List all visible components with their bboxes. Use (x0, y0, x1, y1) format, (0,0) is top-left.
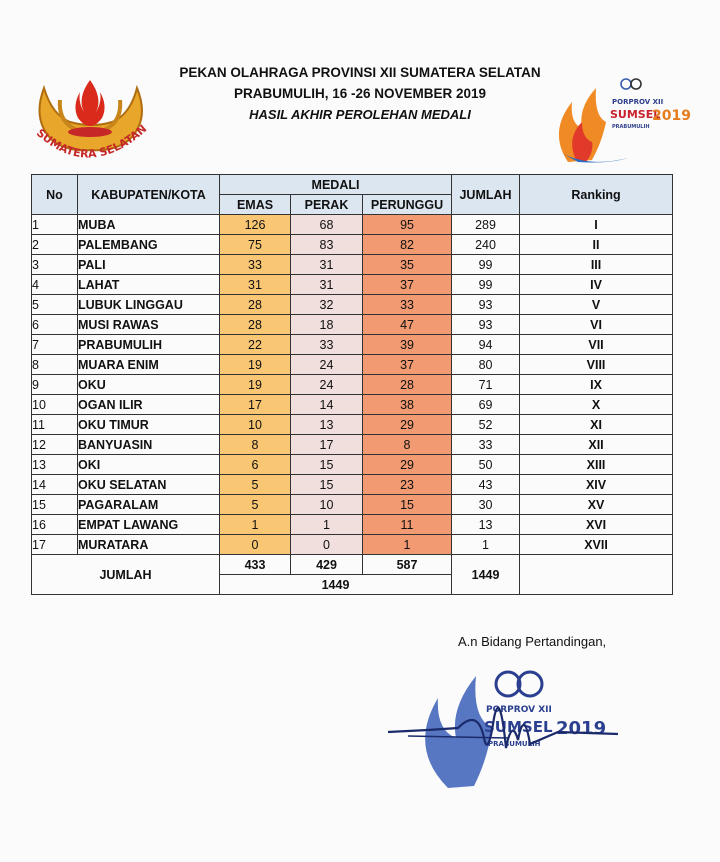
header-location-date: PRABUMULIH, 16 -26 NOVEMBER 2019 (233, 86, 487, 101)
total-perunggu: 587 (363, 555, 452, 575)
stamp-text4: PRABUMULIH (488, 740, 541, 748)
medal-table-body (32, 215, 673, 555)
row-ranking: XIV (520, 475, 673, 495)
table-row (32, 335, 673, 355)
row-jumlah: 93 (452, 295, 520, 315)
table-row (32, 235, 673, 255)
row-perak: 83 (291, 235, 363, 255)
row-perak: 0 (291, 535, 363, 555)
row-kabupaten: OKI (78, 455, 220, 475)
table-row (32, 315, 673, 335)
row-ranking: XVI (520, 515, 673, 535)
row-jumlah: 240 (452, 235, 520, 255)
header-title: PEKAN OLAHRAGA PROVINSI XII SUMATERA SELATAN (179, 65, 541, 80)
col-header-no: No (32, 175, 78, 215)
row-jumlah: 1 (452, 535, 520, 555)
row-emas: 17 (220, 395, 291, 415)
row-perunggu: 11 (363, 515, 452, 535)
row-perunggu: 29 (363, 415, 452, 435)
row-ranking: X (520, 395, 673, 415)
row-ranking: III (520, 255, 673, 275)
row-perak: 24 (291, 375, 363, 395)
total-medals: 1449 (220, 575, 452, 595)
row-jumlah: 52 (452, 415, 520, 435)
row-emas: 31 (220, 275, 291, 295)
logo-left-text: SUMATERA SELATAN (33, 122, 150, 161)
row-emas: 1 (220, 515, 291, 535)
row-perunggu: 95 (363, 215, 452, 235)
total-ranking-blank (520, 555, 673, 595)
row-emas: 0 (220, 535, 291, 555)
row-ranking: II (520, 235, 673, 255)
row-no: 3 (32, 255, 78, 275)
row-perunggu: 29 (363, 455, 452, 475)
row-emas: 33 (220, 255, 291, 275)
table-row (32, 395, 673, 415)
col-header-medali: MEDALI (220, 175, 452, 195)
total-jumlah: 1449 (452, 555, 520, 595)
row-jumlah: 99 (452, 255, 520, 275)
row-emas: 8 (220, 435, 291, 455)
row-kabupaten: OKU TIMUR (78, 415, 220, 435)
table-row (32, 275, 673, 295)
row-perak: 33 (291, 335, 363, 355)
row-perak: 31 (291, 255, 363, 275)
row-emas: 19 (220, 375, 291, 395)
row-jumlah: 99 (452, 275, 520, 295)
row-perak: 10 (291, 495, 363, 515)
row-perunggu: 37 (363, 275, 452, 295)
row-perunggu: 1 (363, 535, 452, 555)
document-header (150, 62, 570, 125)
row-kabupaten: BANYUASIN (78, 435, 220, 455)
stamp-text3: 2019 (556, 718, 607, 739)
row-ranking: XV (520, 495, 673, 515)
row-emas: 10 (220, 415, 291, 435)
row-perak: 15 (291, 455, 363, 475)
row-perak: 15 (291, 475, 363, 495)
row-perak: 18 (291, 315, 363, 335)
row-kabupaten: PALEMBANG (78, 235, 220, 255)
row-perunggu: 23 (363, 475, 452, 495)
row-no: 7 (32, 335, 78, 355)
row-perunggu: 33 (363, 295, 452, 315)
row-no: 13 (32, 455, 78, 475)
table-row (32, 295, 673, 315)
table-row (32, 515, 673, 535)
row-perunggu: 38 (363, 395, 452, 415)
col-header-emas: EMAS (220, 195, 291, 215)
sumatera-selatan-logo (22, 60, 162, 170)
row-no: 11 (32, 415, 78, 435)
stamp-text1: PORPROV XII (486, 705, 552, 715)
row-kabupaten: OKU (78, 375, 220, 395)
row-emas: 5 (220, 495, 291, 515)
row-ranking: VIII (520, 355, 673, 375)
row-no: 8 (32, 355, 78, 375)
row-kabupaten: MUARA ENIM (78, 355, 220, 375)
row-no: 9 (32, 375, 78, 395)
row-perak: 1 (291, 515, 363, 535)
table-row (32, 495, 673, 515)
row-kabupaten: PALI (78, 255, 220, 275)
col-header-perak: PERAK (291, 195, 363, 215)
table-row (32, 255, 673, 275)
row-emas: 126 (220, 215, 291, 235)
row-emas: 22 (220, 335, 291, 355)
table-row (32, 375, 673, 395)
row-perak: 24 (291, 355, 363, 375)
row-emas: 19 (220, 355, 291, 375)
col-header-ranking: Ranking (520, 175, 673, 215)
col-header-kabupaten: KABUPATEN/KOTA (78, 175, 220, 215)
row-no: 4 (32, 275, 78, 295)
row-jumlah: 69 (452, 395, 520, 415)
total-emas: 433 (220, 555, 291, 575)
row-no: 6 (32, 315, 78, 335)
row-ranking: IX (520, 375, 673, 395)
table-row (32, 535, 673, 555)
row-kabupaten: PRABUMULIH (78, 335, 220, 355)
row-perunggu: 39 (363, 335, 452, 355)
logo-right-text3: 2019 (652, 108, 691, 124)
row-perunggu: 47 (363, 315, 452, 335)
row-jumlah: 30 (452, 495, 520, 515)
row-no: 12 (32, 435, 78, 455)
row-kabupaten: EMPAT LAWANG (78, 515, 220, 535)
row-ranking: XII (520, 435, 673, 455)
row-kabupaten: LAHAT (78, 275, 220, 295)
row-emas: 28 (220, 315, 291, 335)
row-perunggu: 15 (363, 495, 452, 515)
row-jumlah: 50 (452, 455, 520, 475)
row-emas: 6 (220, 455, 291, 475)
row-ranking: I (520, 215, 673, 235)
header-subtitle: HASIL AKHIR PEROLEHAN MEDALI (249, 107, 471, 122)
row-no: 15 (32, 495, 78, 515)
row-jumlah: 43 (452, 475, 520, 495)
row-kabupaten: OGAN ILIR (78, 395, 220, 415)
table-row (32, 455, 673, 475)
row-kabupaten: MURATARA (78, 535, 220, 555)
row-perunggu: 28 (363, 375, 452, 395)
row-no: 2 (32, 235, 78, 255)
col-header-jumlah: JUMLAH (452, 175, 520, 215)
row-perak: 68 (291, 215, 363, 235)
col-header-perunggu: PERUNGGU (363, 195, 452, 215)
row-perunggu: 35 (363, 255, 452, 275)
row-jumlah: 93 (452, 315, 520, 335)
row-jumlah: 71 (452, 375, 520, 395)
table-row (32, 215, 673, 235)
row-ranking: VI (520, 315, 673, 335)
porprov-logo (548, 72, 698, 168)
row-jumlah: 80 (452, 355, 520, 375)
row-perak: 17 (291, 435, 363, 455)
total-perak: 429 (291, 555, 363, 575)
medal-table (31, 174, 673, 595)
row-ranking: IV (520, 275, 673, 295)
total-label: JUMLAH (32, 555, 220, 595)
row-perak: 31 (291, 275, 363, 295)
row-jumlah: 94 (452, 335, 520, 355)
row-perak: 14 (291, 395, 363, 415)
row-perak: 13 (291, 415, 363, 435)
signature-title: A.n Bidang Pertandingan, (458, 634, 607, 649)
row-no: 17 (32, 535, 78, 555)
row-ranking: XVII (520, 535, 673, 555)
row-ranking: VII (520, 335, 673, 355)
stamp-text2: SUMSEL (484, 718, 553, 736)
table-row (32, 355, 673, 375)
row-perunggu: 82 (363, 235, 452, 255)
row-no: 16 (32, 515, 78, 535)
row-emas: 5 (220, 475, 291, 495)
row-no: 14 (32, 475, 78, 495)
row-jumlah: 13 (452, 515, 520, 535)
row-ranking: XI (520, 415, 673, 435)
row-ranking: V (520, 295, 673, 315)
row-no: 5 (32, 295, 78, 315)
row-emas: 75 (220, 235, 291, 255)
row-jumlah: 33 (452, 435, 520, 455)
row-emas: 28 (220, 295, 291, 315)
table-row (32, 435, 673, 455)
table-row (32, 475, 673, 495)
row-perak: 32 (291, 295, 363, 315)
logo-right-text1: PORPROV XII (612, 98, 664, 106)
row-kabupaten: OKU SELATAN (78, 475, 220, 495)
row-kabupaten: PAGARALAM (78, 495, 220, 515)
row-no: 1 (32, 215, 78, 235)
row-jumlah: 289 (452, 215, 520, 235)
logo-right-text2: SUMSEL (610, 108, 661, 121)
row-kabupaten: LUBUK LINGGAU (78, 295, 220, 315)
row-ranking: XIII (520, 455, 673, 475)
row-no: 10 (32, 395, 78, 415)
row-kabupaten: MUBA (78, 215, 220, 235)
row-perunggu: 37 (363, 355, 452, 375)
row-kabupaten: MUSI RAWAS (78, 315, 220, 335)
row-perunggu: 8 (363, 435, 452, 455)
table-row (32, 415, 673, 435)
signature-stamp (388, 648, 648, 798)
logo-right-text4: PRABUMULIH (612, 124, 650, 130)
